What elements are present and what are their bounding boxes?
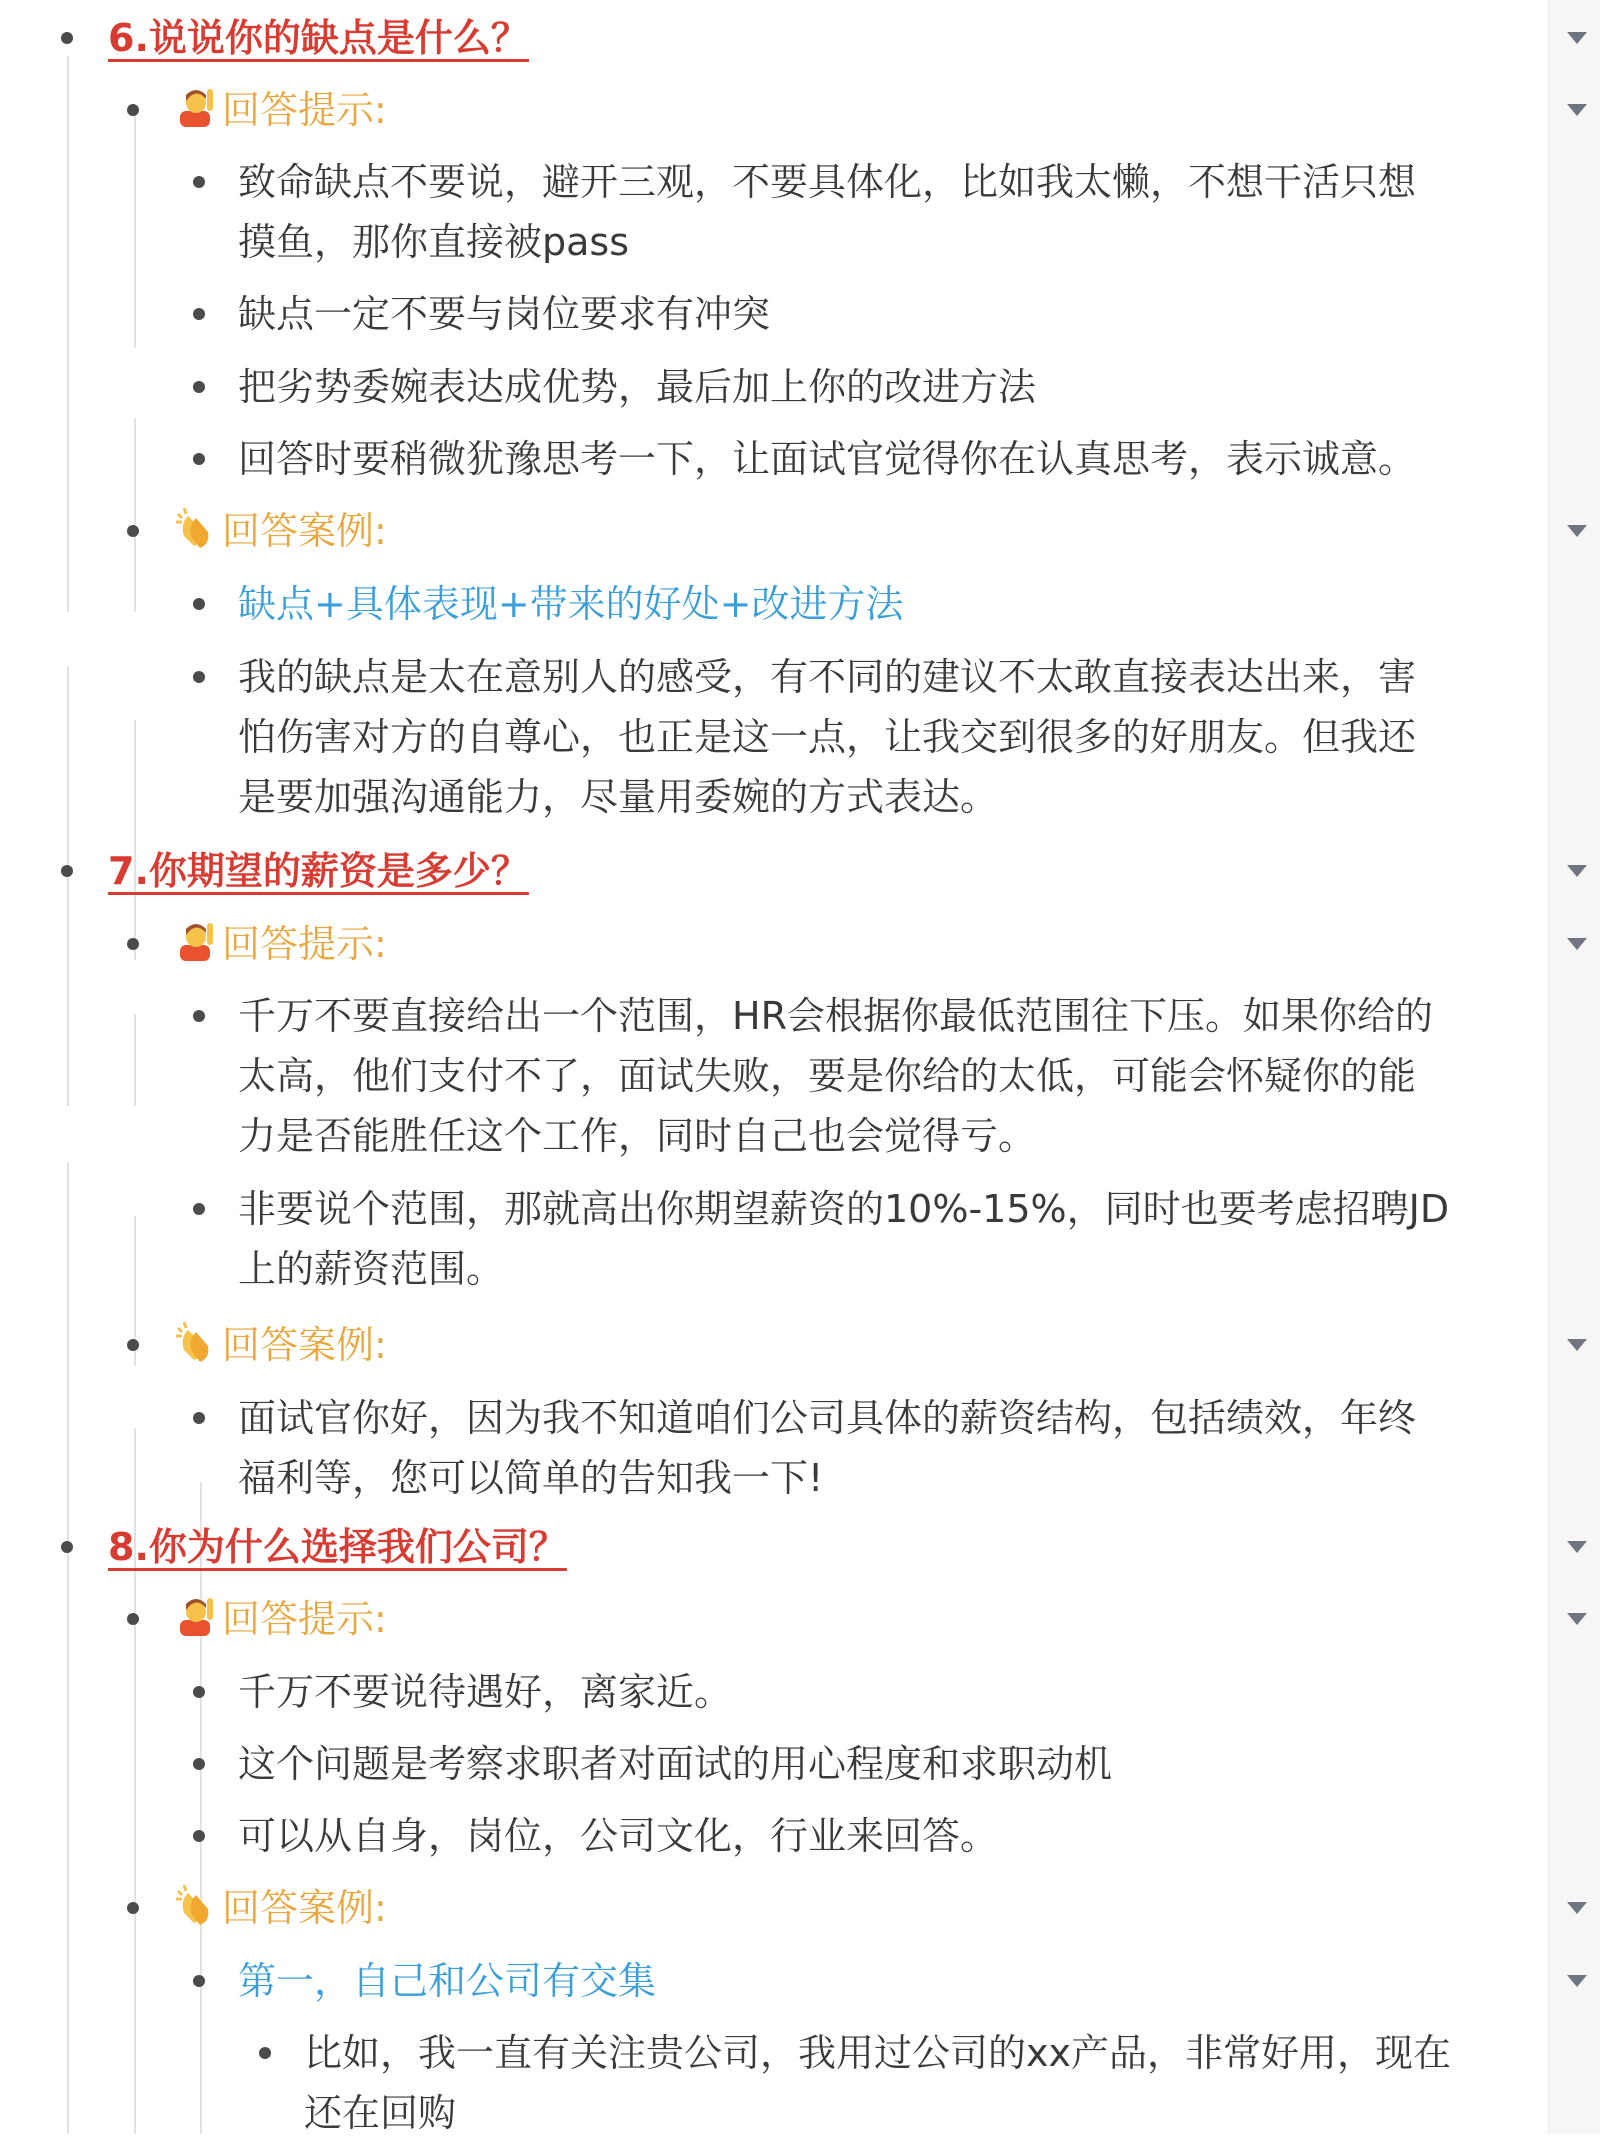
- example-line: 还在回购: [304, 2091, 457, 2135]
- hint-line: 致命缺点不要说，避开三观，不要具体化，比如我太懒，不想干活只想: [238, 160, 1417, 204]
- person-raising-hand-icon: [174, 1594, 218, 1638]
- triangle-down-icon[interactable]: [1567, 865, 1587, 877]
- person-raising-hand-icon: [174, 919, 218, 963]
- clapping-hands-icon: [174, 506, 218, 550]
- triangle-down-icon[interactable]: [1567, 1339, 1587, 1351]
- bullet[interactable]: [193, 1010, 205, 1022]
- example-line: 面试官你好，因为我不知道咱们公司具体的薪资结构，包括绩效，年终: [238, 1396, 1417, 1440]
- bullet[interactable]: [193, 671, 205, 683]
- example-line: 我的缺点是太在意别人的感受，有不同的建议不太敢直接表达出来，害: [238, 655, 1417, 699]
- bullet[interactable]: [259, 2047, 271, 2059]
- hint-line: 这个问题是考察求职者对面试的用心程度和求职动机: [238, 1742, 1113, 1786]
- bullet[interactable]: [193, 176, 205, 188]
- clapping-hands-icon: [174, 1320, 218, 1364]
- bullet[interactable]: [61, 32, 73, 44]
- example-subpoint: 第一，自己和公司有交集: [238, 1959, 657, 2003]
- bullet[interactable]: [193, 1830, 205, 1842]
- triangle-down-icon[interactable]: [1567, 1613, 1587, 1625]
- example-line: 比如，我一直有关注贵公司，我用过公司的xx产品，非常好用，现在: [304, 2031, 1451, 2075]
- hint-line: 千万不要说待遇好，离家近。: [238, 1670, 733, 1714]
- guide-line: [134, 1014, 136, 1106]
- hint-line: 上的薪资范围。: [238, 1247, 505, 1291]
- hint-line: 把劣势委婉表达成优势，最后加上你的改进方法: [238, 365, 1037, 409]
- hint-line: 可以从自身，岗位，公司文化，行业来回答。: [238, 1814, 999, 1858]
- example-line: 怕伤害对方的自尊心，也正是这一点，让我交到很多的好朋友。但我还: [238, 715, 1417, 759]
- hint-line: 太高，他们支付不了，面试失败，要是你给的太低，可能会怀疑你的能: [238, 1054, 1417, 1098]
- example-heading-label: 回答案例:: [222, 1323, 387, 1367]
- hint-heading-label: 回答提示:: [222, 1597, 387, 1641]
- hint-line: 摸鱼，那你直接被pass: [238, 220, 630, 264]
- triangle-down-icon[interactable]: [1567, 525, 1587, 537]
- collapse-toggle-column: [1548, 0, 1600, 2134]
- bullet[interactable]: [193, 1412, 205, 1424]
- bullet[interactable]: [127, 104, 139, 116]
- triangle-down-icon[interactable]: [1567, 32, 1587, 44]
- triangle-down-icon[interactable]: [1567, 1902, 1587, 1914]
- triangle-down-icon[interactable]: [1567, 1541, 1587, 1553]
- example-heading-label: 回答案例:: [222, 509, 387, 553]
- hint-heading[interactable]: [174, 80, 387, 140]
- hint-heading-label: 回答提示:: [222, 88, 387, 132]
- guide-line: [134, 720, 136, 960]
- example-heading[interactable]: [174, 501, 387, 561]
- hint-heading[interactable]: [174, 1589, 387, 1649]
- question-heading[interactable]: 6.说说你的缺点是什么？: [108, 16, 529, 60]
- question-heading[interactable]: 7.你期望的薪资是多少？: [108, 849, 529, 893]
- bullet[interactable]: [127, 525, 139, 537]
- person-raising-hand-icon: [174, 85, 218, 129]
- hint-line: 千万不要直接给出一个范围，HR会根据你最低范围往下压。如果你给的: [238, 994, 1433, 1038]
- hint-line: 缺点一定不要与岗位要求有冲突: [238, 292, 771, 336]
- triangle-down-icon[interactable]: [1567, 938, 1587, 950]
- hint-heading-label: 回答提示:: [222, 922, 387, 966]
- hint-line: 非要说个范围，那就高出你期望薪资的10%-15%，同时也要考虑招聘JD: [238, 1187, 1450, 1231]
- triangle-down-icon[interactable]: [1567, 1975, 1587, 1987]
- guide-line: [67, 666, 69, 1106]
- triangle-down-icon[interactable]: [1567, 104, 1587, 116]
- guide-line: [200, 1482, 202, 2134]
- bullet[interactable]: [193, 1758, 205, 1770]
- guide-line: [134, 110, 136, 348]
- bullet[interactable]: [193, 1975, 205, 1987]
- bullet[interactable]: [127, 1613, 139, 1625]
- example-heading[interactable]: [174, 1878, 387, 1938]
- bullet[interactable]: [127, 1902, 139, 1914]
- example-line: 是要加强沟通能力，尽量用委婉的方式表达。: [238, 775, 999, 819]
- bullet[interactable]: [193, 453, 205, 465]
- question-heading[interactable]: 8.你为什么选择我们公司？: [108, 1525, 567, 1569]
- hint-line: 回答时要稍微犹豫思考一下，让面试官觉得你在认真思考，表示诚意。: [238, 437, 1417, 481]
- bullet[interactable]: [193, 1686, 205, 1698]
- bullet[interactable]: [193, 1203, 205, 1215]
- bullet[interactable]: [193, 381, 205, 393]
- example-heading-label: 回答案例:: [222, 1886, 387, 1930]
- clapping-hands-icon: [174, 1883, 218, 1927]
- example-heading[interactable]: [174, 1315, 387, 1375]
- bullet[interactable]: [127, 938, 139, 950]
- hint-heading[interactable]: [174, 914, 387, 974]
- example-formula: 缺点+具体表现+带来的好处+改进方法: [238, 582, 904, 626]
- guide-line: [134, 418, 136, 612]
- bullet[interactable]: [193, 308, 205, 320]
- bullet[interactable]: [193, 598, 205, 610]
- bullet[interactable]: [61, 865, 73, 877]
- guide-line: [67, 56, 69, 612]
- bullet[interactable]: [61, 1541, 73, 1553]
- hint-line: 力是否能胜任这个工作，同时自己也会觉得亏。: [238, 1114, 1037, 1158]
- guide-line: [67, 1162, 69, 2134]
- bullet[interactable]: [127, 1339, 139, 1351]
- example-line: 福利等，您可以简单的告知我一下!: [238, 1456, 824, 1500]
